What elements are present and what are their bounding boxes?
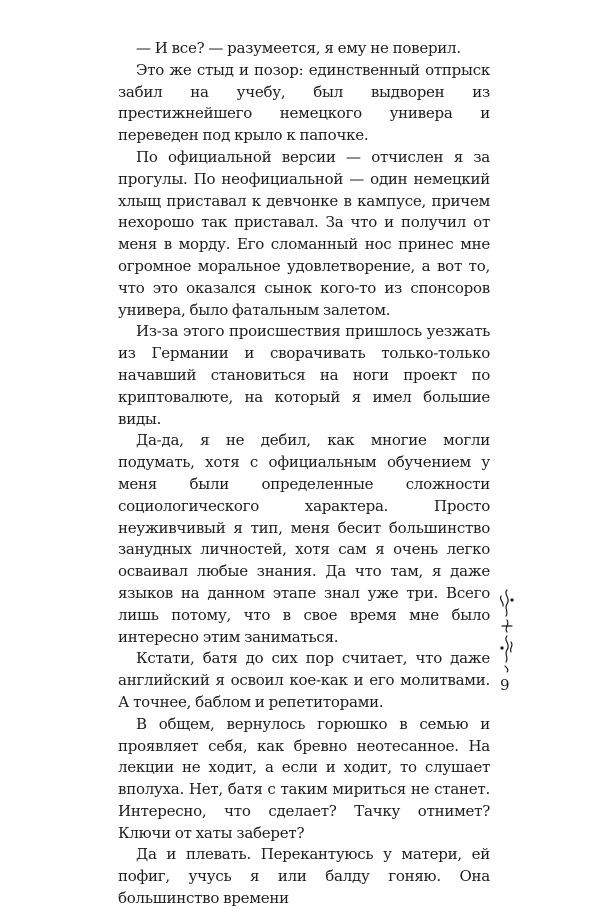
body-text — [118, 38, 490, 910]
paragraph: Это же стыд и позор: единственный отпрыск забил на учебу, был выдворен из престижнейшего немецкого универа и переведен под крыло к папочке. — [118, 60, 490, 145]
paragraph: Да-да, я не дебил, как многие могли подумать, хотя с официальным обучением у меня были определенные сложности социологического характера. Просто неуживчивый я тип, меня бесит большинство занудных личностей, хотя сам я очень легко осваивал любые знания. Да что там, я даже языков на данном этапе знал уже три. Всего лишь потому, что в свое время мне было интересно этим заниматься. — [118, 431, 490, 646]
paragraph: В общем, вернулось горюшко в семью и проявляет себя, как бревно неотесанное. На лекции не ходит, а если и ходит, то слушает вполуха. Нет, батя с таким мириться не станет. Интересно, что сделает? Тачку отнимет? Ключи от хаты заберет? — [118, 714, 490, 842]
paragraph: По официальной версии — отчислен я за прогулы. По неофициальной — один немецкий хлыщ приставал к девчонке в кампусе, причем нехорошо так приставал. За что и получил от меня в морду. Его сломанный нос принес мне огромное моральное удовлетворение, а вот то, что это оказался сынок кого-то из спонсоров универа, было фатальным залетом. — [118, 147, 490, 319]
paragraph: Кстати, батя до сих пор считает, что даже английский я освоил кое-как и его молитвами. А точнее, баблом и репетиторами. — [118, 649, 490, 711]
paragraph: — И все? — разумеется, я ему не поверил. — [136, 39, 461, 57]
page-number: 9 — [500, 676, 510, 694]
paragraph: Да и плевать. Перекантуюсь у матери, ей пофиг, учусь я или балду гоняю. Она большинство времени — [118, 845, 490, 908]
vine-ornament-icon — [495, 588, 519, 674]
paragraph: Из-за этого происшествия пришлось уезжать из Германии и сворачивать только-только начавший становиться на ноги проект по криптовалюте, на который я имел большие виды. — [118, 322, 490, 428]
